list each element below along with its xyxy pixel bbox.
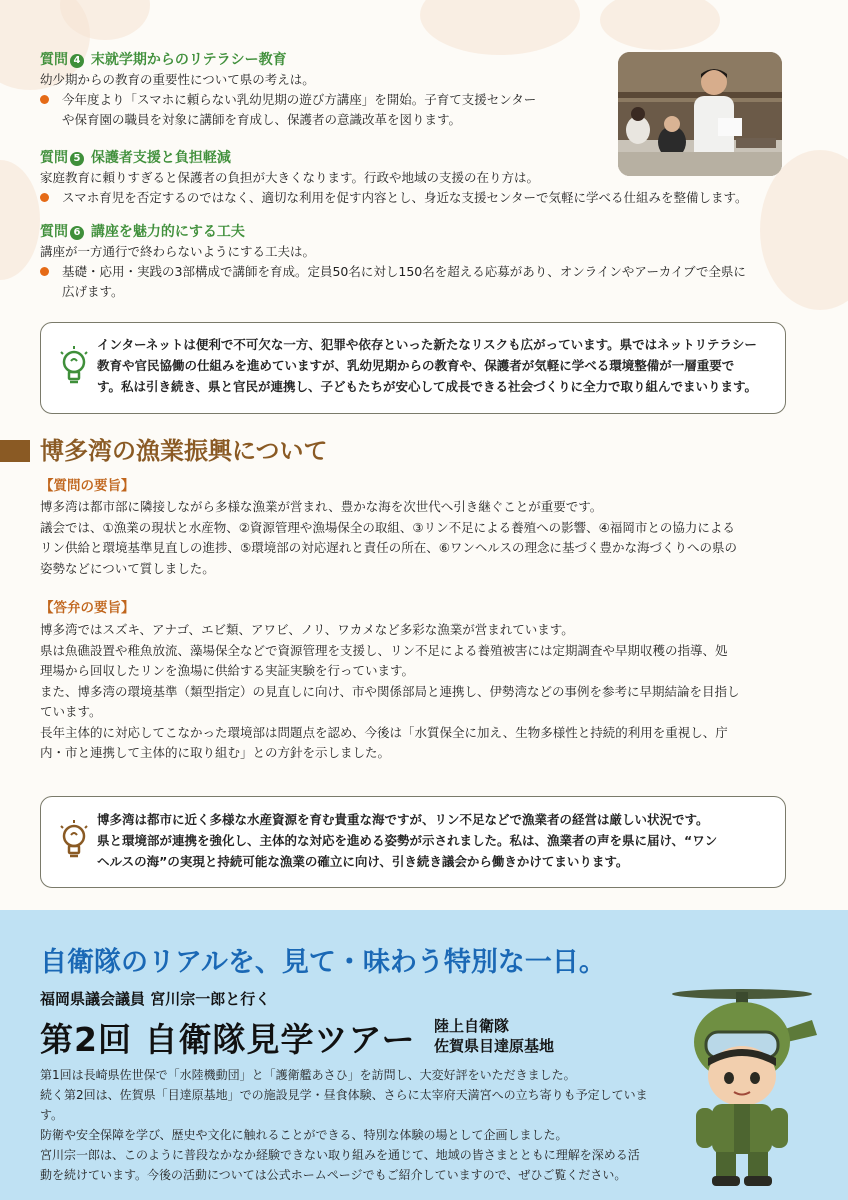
comment-line: ヘルスの海”の実現と持続可能な漁業の確立に向け、引き続き議会から働きかけてまいります。 [97, 854, 629, 869]
comment-line: インターネットは便利で不可欠な一方、犯罪や依存といった新たなリスクも広がっています。県ではネットリテラシー [97, 337, 757, 352]
background-decoration [600, 0, 720, 50]
tour-location [434, 1016, 554, 1056]
answer-line: 今年度より「スマホに頼らない乳幼児期の遊び方講座」を開始。子育て支援センター [62, 92, 537, 107]
answer-line: や保育園の職員を対象に講師を育成し、保護者の意識改革を図ります。 [62, 112, 462, 127]
question-text: 幼少期からの教育の重要性について県の考えは。 [40, 72, 315, 87]
question-title [40, 222, 790, 242]
paragraph-line: 県は魚礁設置や稚魚放流、藻場保全などで資源管理を支援し、リン不足による養殖被害には定期調査や早期収穫の指導、処 [40, 642, 728, 658]
question-text: 家庭教育に頼りすぎると保護者の負担が大きくなります。行政や地域の支援の在り方は。 [40, 170, 540, 185]
comment-line: 博多湾は都市に近く多様な水産資源を育む貴重な海ですが、リン不足などで漁業者の経営は厳しい状況です。 [97, 812, 709, 827]
paragraph-line: 博多湾は都市部に隣接しながら多様な漁業が営まれ、豊かな海を次世代へ引き継ぐことが重要です。 [40, 499, 603, 514]
tour-line: 続く第2回は、佐賀県「目達原基地」での施設見学・昼食体験、さらに太宰府天満宮への立ち寄りも予定しています。 [40, 1088, 648, 1122]
question-title-text: 講座を魅力的にする工夫 [90, 224, 245, 240]
tour-headline: 自衛隊のリアルを、見て・味わう特別な一日。 [40, 947, 606, 978]
helicopter-soldier-mascot [662, 980, 822, 1190]
comment-text [97, 809, 767, 872]
paragraph-line: ています。 [40, 704, 102, 719]
question-prefix: 質問 [40, 224, 68, 240]
bullet-dot [40, 267, 49, 276]
background-decoration [420, 0, 580, 55]
paragraph-line: 博多湾ではスズキ、アナゴ、エビ類、アワビ、ノリ、ワカメなど多彩な漁業が営まれています。 [40, 622, 574, 637]
paragraph-line: 長年主体的に対応してこなかった環境部は問題点を認め、今後は「水質保全に加え、生物多様性と持続的利用を重視し、庁 [40, 724, 728, 740]
tour-subtitle: 福岡県議会議員 宮川宗一郎と行く [40, 990, 271, 1008]
tour-line: 動を続けています。今後の活動については公式ホームページでもご紹介していますので、ぜひご覧ください。 [40, 1168, 627, 1182]
comment-line: 教育や官民協働の仕組みを進めていますが、乳幼児期からの教育や、保護者が気軽に学べる環境整備が一層重要で [97, 358, 735, 373]
bullet-dot [40, 193, 49, 202]
tour-line: 防衛や安全保障を学び、歴史や文化に触れることができる、特別な体験の場として企画しました。 [40, 1128, 568, 1142]
tour-line: 第1回は長崎県佐世保で「水陸機動団」と「護衛艦あさひ」を訪問し、大変好評をいただきました。 [40, 1068, 576, 1082]
answer-bullet [40, 90, 600, 130]
paragraph-line: 姿勢などについて質しました。 [40, 560, 215, 576]
question-number: 4 [70, 54, 84, 68]
answer-bullet [40, 188, 790, 208]
paragraph-line: 内・市と連携して主体的に取り組む」との方針を示しました。 [40, 745, 391, 760]
question-title-text: 末就学期からのリテラシー教育 [90, 52, 287, 68]
question-number: 5 [70, 152, 84, 166]
section-bar [0, 440, 30, 462]
question-block-6 [40, 222, 790, 302]
paragraph-line: リン供給と環境基準見直しの進捗、⑤環境部の対応遅れと責任の所在、⑥ワンヘルスの理念に基づく豊かな海づくりへの県の [40, 540, 738, 555]
answer-line: 広げます。 [62, 284, 124, 299]
background-decoration [0, 160, 40, 280]
comment-text [97, 334, 767, 397]
comment-box [40, 796, 786, 888]
question-summary-heading: 【質問の要旨】 [40, 478, 135, 494]
paragraph-line: また、博多湾の環境基準（類型指定）の見直しに向け、市や関係部局と連携し、伊勢湾などの事例を参考に早期結論を目指し [40, 683, 740, 699]
lightbulb-icon [57, 345, 91, 385]
answer-line: スマホ育児を否定するのではなく、適切な利用を促す内容とし、身近な支援センターで気軽に学べる仕組みを整備します。 [62, 190, 748, 205]
question-block-5 [40, 148, 790, 208]
paragraph-line: 理場から回収したリンを漁場に供給する実証実験を行っています。 [40, 663, 415, 678]
comment-line: す。私は引き続き、県と官民が連携し、子どもたちが安心して成長できる社会づくりに全力で取り組んでまいります。 [97, 379, 758, 394]
location-line: 佐賀県目達原基地 [434, 1037, 555, 1055]
tour-section [0, 910, 848, 1200]
location-line: 陸上自衛隊 [434, 1017, 510, 1035]
tour-line: 宮川宗一郎は、このように普段なかなか経験できない取り組みを通じて、地域の皆さまとともに理解を深める活 [40, 1148, 640, 1162]
lightbulb-icon [57, 819, 91, 859]
question-title-text: 保護者支援と負担軽減 [90, 150, 231, 166]
question-summary [40, 497, 790, 579]
section-title: 博多湾の漁業振興について [40, 437, 328, 465]
question-number: 6 [70, 226, 84, 240]
question-block-4 [40, 50, 600, 130]
comment-box [40, 322, 786, 414]
question-text: 講座が一方通行で終わらないようにする工夫は。 [40, 244, 316, 259]
comment-line: 県と環境部が連携を強化し、主体的な対応を進める姿勢が示されました。私は、漁業者の声を県に届け、“ワン [97, 833, 718, 848]
answer-summary [40, 620, 790, 764]
tour-main-title: 第2回 自衛隊見学ツアー [40, 1020, 416, 1059]
question-prefix: 質問 [40, 150, 68, 166]
tour-description [40, 1065, 660, 1185]
question-prefix: 質問 [40, 52, 68, 68]
question-title [40, 50, 600, 70]
answer-bullet [40, 262, 790, 302]
question-title [40, 148, 790, 168]
bullet-dot [40, 95, 49, 104]
paragraph-line: 議会では、①漁業の現状と水産物、②資源管理や漁場保全の取組、③リン不足による養殖への影響、④福岡市との協力による [40, 519, 735, 535]
answer-summary-heading: 【答弁の要旨】 [40, 600, 135, 616]
answer-line: 基礎・応用・実践の3部構成で講師を育成。定員50名に対し150名を超える応募があり、オンラインやアーカイブで全県に [62, 264, 746, 279]
